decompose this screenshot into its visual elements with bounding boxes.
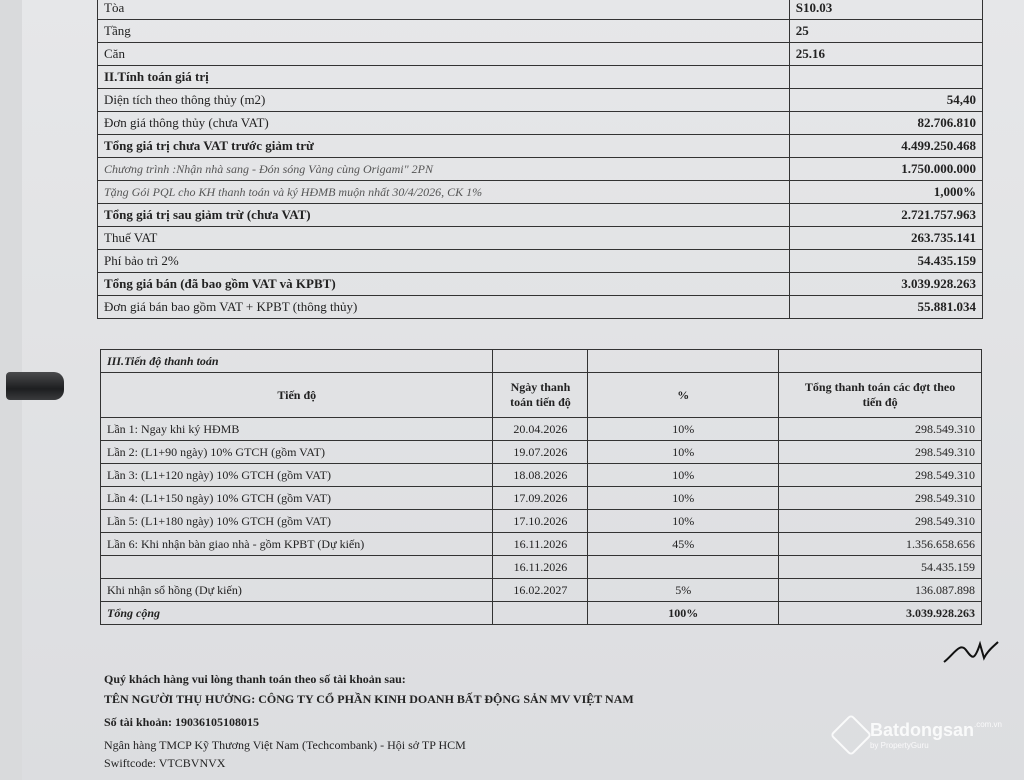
value-row	[98, 89, 983, 112]
value-row	[98, 135, 983, 158]
total-row	[101, 602, 982, 625]
total-label: Tổng cộng	[101, 602, 493, 625]
row-value: 54,40	[789, 89, 982, 112]
stage-cell: Lần 5: (L1+180 ngày) 10% GTCH (gồm VAT)	[101, 510, 493, 533]
amount-cell: 298.549.310	[779, 510, 982, 533]
date-cell: 16.11.2026	[493, 533, 588, 556]
pct-cell	[588, 556, 779, 579]
schedule-row	[101, 510, 982, 533]
value-row	[98, 0, 983, 20]
value-row	[98, 204, 983, 227]
empty-cell	[588, 350, 779, 373]
pct-cell: 45%	[588, 533, 779, 556]
row-label: Diện tích theo thông thủy (m2)	[98, 89, 790, 112]
stage-cell: Lần 3: (L1+120 ngày) 10% GTCH (gồm VAT)	[101, 464, 493, 487]
date-cell: 20.04.2026	[493, 418, 588, 441]
row-label: Thuế VAT	[98, 227, 790, 250]
schedule-row	[101, 556, 982, 579]
row-label: Tổng giá trị sau giảm trừ (chưa VAT)	[98, 204, 790, 227]
stage-cell: Khi nhận sổ hồng (Dự kiến)	[101, 579, 493, 602]
value-row	[98, 112, 983, 135]
value-row	[98, 273, 983, 296]
row-value: 1.750.000.000	[789, 158, 982, 181]
date-cell: 19.07.2026	[493, 441, 588, 464]
date-cell: 17.10.2026	[493, 510, 588, 533]
value-row	[98, 43, 983, 66]
empty-cell	[779, 350, 982, 373]
header-date: Ngày thanh toán tiến độ	[493, 373, 588, 418]
schedule-row	[101, 533, 982, 556]
swift-code: Swiftcode: VTCBVNVX	[104, 756, 226, 770]
row-label: Phí bảo trì 2%	[98, 250, 790, 273]
row-label: Căn	[98, 43, 790, 66]
value-row	[98, 158, 983, 181]
stage-cell: Lần 4: (L1+150 ngày) 10% GTCH (gồm VAT)	[101, 487, 493, 510]
value-row	[98, 181, 983, 204]
batdongsan-logo-icon	[830, 714, 872, 756]
empty-cell	[493, 350, 588, 373]
signature-mark	[940, 632, 1000, 672]
beneficiary: TÊN NGƯỜI THỤ HƯỞNG: CÔNG TY CỔ PHẦN KINH DOANH BẤT ĐỘNG SẢN MV VIỆT NAM	[104, 692, 634, 706]
row-label: Chương trình :Nhận nhà sang - Đón sóng Vàng cùng Origami" 2PN	[98, 158, 790, 181]
total-pct: 100%	[588, 602, 779, 625]
amount-cell: 54.435.159	[779, 556, 982, 579]
header-pct: %	[588, 373, 779, 418]
pct-cell: 10%	[588, 487, 779, 510]
row-label: Tổng giá trị chưa VAT trước giảm trừ	[98, 135, 790, 158]
value-row	[98, 20, 983, 43]
date-cell: 17.09.2026	[493, 487, 588, 510]
section-title-row	[98, 66, 983, 89]
section3-title: III.Tiến độ thanh toán	[101, 350, 493, 373]
section2-title: II.Tính toán giá trị	[98, 66, 790, 89]
stage-cell: Lần 2: (L1+90 ngày) 10% GTCH (gồm VAT)	[101, 441, 493, 464]
header-row	[101, 373, 982, 418]
row-label: Tặng Gói PQL cho KH thanh toán và ký HĐMB muộn nhất 30/4/2026, CK 1%	[98, 181, 790, 204]
empty-cell	[493, 602, 588, 625]
total-amount: 3.039.928.263	[779, 602, 982, 625]
value-row	[98, 227, 983, 250]
date-cell: 18.08.2026	[493, 464, 588, 487]
stage-cell: Lần 6: Khi nhận bàn giao nhà - gồm KPBT (Dự kiến)	[101, 533, 493, 556]
bank-name: Ngân hàng TMCP Kỹ Thương Việt Nam (Techcombank) - Hội sở TP HCM	[104, 738, 466, 752]
row-value: 4.499.250.468	[789, 135, 982, 158]
empty-cell	[789, 66, 982, 89]
value-table	[97, 0, 983, 319]
row-value: 54.435.159	[789, 250, 982, 273]
watermark-by: by PropertyGuru	[869, 741, 929, 750]
row-value: 2.721.757.963	[789, 204, 982, 227]
date-cell: 16.02.2027	[493, 579, 588, 602]
row-value: 25	[789, 20, 982, 43]
watermark-name: Batdongsan	[869, 720, 974, 740]
row-label: Đơn giá bán bao gồm VAT + KPBT (thông thủy)	[98, 296, 790, 319]
header-stage: Tiến độ	[101, 373, 493, 418]
row-value: S10.03	[789, 0, 982, 20]
payment-schedule-table	[100, 349, 982, 625]
schedule-row	[101, 579, 982, 602]
watermark	[836, 720, 1002, 750]
schedule-row	[101, 441, 982, 464]
payment-intro: Quý khách hàng vui lòng thanh toán theo số tài khoản sau:	[104, 672, 406, 686]
stage-cell	[101, 556, 493, 579]
schedule-row	[101, 418, 982, 441]
binder-clip	[6, 372, 64, 400]
value-row	[98, 250, 983, 273]
pct-cell: 10%	[588, 418, 779, 441]
stage-cell: Lần 1: Ngay khi ký HĐMB	[101, 418, 493, 441]
pct-cell: 10%	[588, 464, 779, 487]
amount-cell: 1.356.658.656	[779, 533, 982, 556]
header-total: Tổng thanh toán các đợt theo tiến độ	[779, 373, 982, 418]
watermark-domain: .com.vn	[973, 720, 1002, 729]
value-row	[98, 296, 983, 319]
row-label: Đơn giá thông thủy (chưa VAT)	[98, 112, 790, 135]
pct-cell: 10%	[588, 510, 779, 533]
date-cell: 16.11.2026	[493, 556, 588, 579]
amount-cell: 136.087.898	[779, 579, 982, 602]
row-label: Tầng	[98, 20, 790, 43]
pct-cell: 10%	[588, 441, 779, 464]
pct-cell: 5%	[588, 579, 779, 602]
row-value: 55.881.034	[789, 296, 982, 319]
account-number: Số tài khoản: 19036105108015	[104, 715, 260, 729]
amount-cell: 298.549.310	[779, 487, 982, 510]
amount-cell: 298.549.310	[779, 418, 982, 441]
row-label: Tòa	[98, 0, 790, 20]
section3-title-row	[101, 350, 982, 373]
amount-cell: 298.549.310	[779, 441, 982, 464]
row-value: 82.706.810	[789, 112, 982, 135]
row-value: 25.16	[789, 43, 982, 66]
schedule-row	[101, 464, 982, 487]
schedule-row	[101, 487, 982, 510]
row-value: 263.735.141	[789, 227, 982, 250]
row-value: 3.039.928.263	[789, 273, 982, 296]
amount-cell: 298.549.310	[779, 464, 982, 487]
row-label: Tổng giá bán (đã bao gồm VAT và KPBT)	[98, 273, 790, 296]
row-value: 1,000%	[789, 181, 982, 204]
